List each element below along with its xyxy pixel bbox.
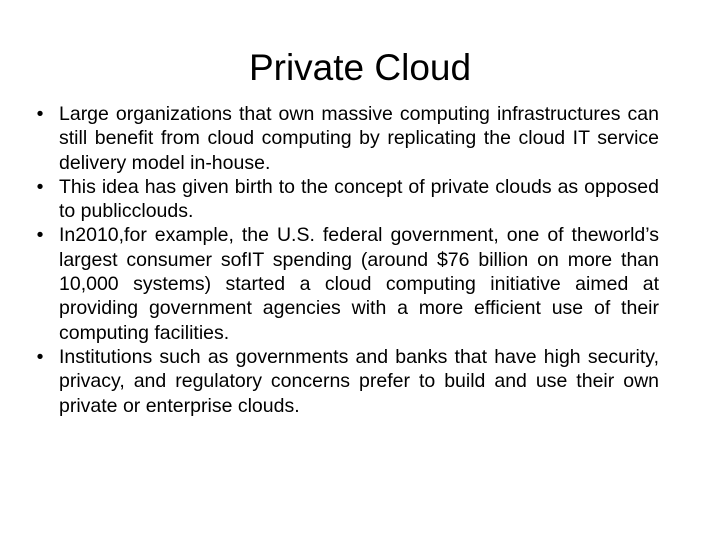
slide-title: Private Cloud (248, 47, 472, 88)
bullet-text: In2010,for example, the U.S. federal government, one of theworld’s largest consumer sofIT spending (around $76 billion on more than 10,000 systems) started a cloud computing initiative aimed at providing government agencies with a more efficient use of their computing facilities. (59, 224, 659, 344)
bullet-icon: • (36, 175, 44, 198)
bullet-icon: • (36, 224, 44, 247)
bullet-text: This idea has given birth to the concept of private clouds as opposed to publicclouds. (59, 175, 659, 223)
bullet-item-2 (36, 175, 659, 224)
bullet-text: Large organizations that own massive computing infrastructures can still benefit from cloud computing by replicating the cloud IT service delivery model in-house. (59, 103, 659, 174)
bullet-item-1 (36, 102, 659, 175)
bullet-icon: • (36, 345, 44, 368)
bullet-item-4 (36, 345, 659, 418)
bullet-item-3 (36, 223, 659, 344)
bullet-list (0, 102, 720, 418)
bullet-text: Institutions such as governments and banks that have high security, privacy, and regulatory concerns prefer to build and use their own private or enterprise clouds. (59, 345, 659, 417)
bullet-icon: • (36, 103, 44, 125)
